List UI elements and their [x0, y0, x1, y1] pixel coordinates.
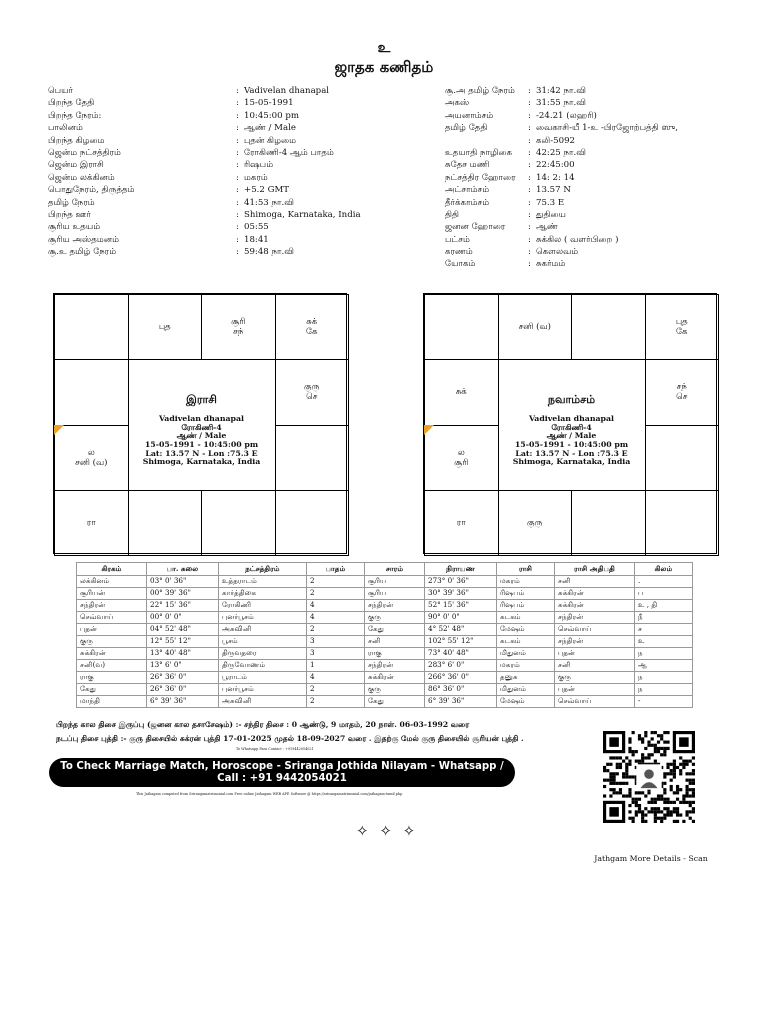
table-cell: சனி	[555, 576, 635, 588]
table-cell: 2	[307, 624, 365, 636]
chart-house-cell	[645, 490, 720, 556]
detail-row	[445, 110, 726, 122]
table-cell: திருவதரை	[219, 648, 307, 660]
detail-colon: :	[528, 259, 531, 270]
detail-colon: :	[528, 110, 531, 121]
chart-center-place: Shimoga, Karnataka, India	[142, 457, 261, 467]
detail-row	[48, 85, 434, 97]
detail-label: ஜனன ஹோரை	[445, 222, 506, 233]
detail-label: சூரிய அஸ்தமனம்	[48, 234, 120, 245]
table-cell: 4	[307, 612, 365, 624]
table-cell: கேது	[77, 684, 147, 696]
table-row	[77, 600, 693, 612]
detail-value: 13.57 N	[536, 185, 571, 196]
detail-colon: :	[236, 147, 239, 158]
chart-center-datetime: 15-05-1991 - 10:45:00 pm	[514, 440, 629, 450]
detail-label: தமிழ் தேதி	[445, 123, 488, 134]
detail-value: துதியை	[536, 209, 566, 220]
chart-house-cell: ல சூரி	[424, 425, 499, 491]
detail-value: 41:53 நா.வி	[244, 197, 295, 208]
qr-caption: Jathgam More Details - Scan	[594, 854, 708, 863]
detail-label: நட்சத்திர ஹோரை	[445, 172, 516, 183]
detail-colon: :	[528, 123, 531, 134]
table-cell: 22° 15' 36"	[147, 600, 219, 612]
detail-row	[48, 159, 434, 171]
contact-banner[interactable]: To Check Marriage Match, Horoscope - Sriranga Jothida Nilayam - Whatsapp / Call : +91 9442054021	[49, 758, 515, 787]
table-cell: 2	[307, 684, 365, 696]
detail-label	[445, 135, 528, 147]
table-cell: 266° 36' 0"	[425, 672, 497, 684]
chart-center-info	[498, 359, 646, 491]
table-cell: சுக்கிரன்	[77, 648, 147, 660]
table-cell: 00° 39' 36"	[147, 588, 219, 600]
detail-colon: :	[528, 185, 531, 196]
table-cell: கேது	[365, 696, 425, 708]
detail-row	[445, 209, 726, 221]
detail-row	[445, 97, 726, 109]
detail-value: 42:25 நா.வி	[536, 147, 587, 158]
detail-row	[445, 221, 726, 233]
table-cell: 00° 0' 0"	[147, 612, 219, 624]
chart-center-name: Vadivelan dhanapal	[158, 414, 245, 424]
detail-row	[445, 172, 726, 184]
table-row	[77, 624, 693, 636]
chart-house-cell	[128, 490, 203, 556]
table-cell: மாந்தி	[77, 696, 147, 708]
detail-value: ஆண்	[536, 222, 558, 233]
detail-value: 59:48 நா.வி	[244, 247, 295, 258]
chart-center-gender: ஆண் / Male	[176, 431, 227, 441]
chart-center-name: Vadivelan dhanapal	[528, 414, 615, 424]
chart-house-cell: குரு	[498, 490, 573, 556]
table-cell: 1	[307, 660, 365, 672]
column-header: நட்சத்திரம்	[219, 563, 307, 576]
detail-row	[445, 197, 726, 209]
chart-center-star: ரோகிணி-4	[181, 422, 222, 432]
detail-label: பிறந்த நேரம்:	[48, 110, 102, 121]
detail-label: பிறந்த ஊர்	[48, 209, 91, 220]
table-cell: 102° 55' 12"	[425, 636, 497, 648]
detail-label: பாலினம்	[48, 123, 83, 134]
detail-value: 15-05-1991	[244, 98, 294, 109]
table-cell: பூசம்	[219, 636, 307, 648]
table-cell: 2	[307, 576, 365, 588]
table-row	[77, 660, 693, 672]
detail-colon: :	[236, 98, 239, 109]
table-cell: மேஷம்	[497, 696, 555, 708]
table-cell: 52° 15' 36"	[425, 600, 497, 612]
chart-house-cell	[424, 294, 499, 360]
table-cell: சுக்கிரன்	[555, 600, 635, 612]
detail-row	[445, 85, 726, 97]
column-header: பாதம்	[307, 563, 365, 576]
detail-label: உதயாதி நாழிகை	[445, 147, 513, 158]
navamsa-chart	[423, 293, 717, 554]
detail-value: சுகர்மம்	[536, 259, 566, 270]
detail-row	[48, 110, 434, 122]
column-header: ராசி	[497, 563, 555, 576]
detail-row	[445, 122, 726, 134]
contact-fineprint: To Whatsapp Para Contact : +919442054021	[236, 747, 314, 751]
lagna-marker-icon	[54, 425, 64, 435]
detail-label: பெயர்	[48, 86, 73, 96]
detail-value: ஆண் / Male	[244, 123, 296, 134]
chart-house-cell: சூரி சந்	[201, 294, 276, 360]
chart-house-cell	[571, 294, 646, 360]
detail-colon: :	[236, 185, 239, 196]
detail-value: 75.3 E	[536, 197, 565, 208]
table-cell: சனி	[555, 660, 635, 672]
table-cell: 3	[307, 636, 365, 648]
table-cell: புதன்	[77, 624, 147, 636]
table-cell: 86° 36' 0"	[425, 684, 497, 696]
chart-center-star: ரோகிணி-4	[551, 422, 592, 432]
detail-label: அயனாம்சம்	[445, 110, 494, 121]
detail-row	[445, 159, 726, 171]
table-cell: அசுவினி	[219, 696, 307, 708]
chart-house-cell	[275, 490, 350, 556]
detail-label: பிறந்த கிழமை	[48, 135, 105, 146]
detail-label: பொதுநேரம், திருத்தம்	[48, 185, 135, 196]
column-header: நிராயண	[425, 563, 497, 576]
detail-row	[445, 184, 726, 196]
table-cell: 6° 39' 36"	[425, 696, 497, 708]
table-cell: சந்திரன்	[365, 600, 425, 612]
detail-row	[48, 97, 434, 109]
table-row	[77, 636, 693, 648]
detail-colon: :	[528, 209, 531, 220]
chart-house-cell	[201, 490, 276, 556]
table-cell: கடகம்	[497, 612, 555, 624]
table-cell: ந	[635, 672, 693, 684]
table-cell: அசுவினி	[219, 624, 307, 636]
table-cell: ரிஷபம்	[497, 588, 555, 600]
chart-house-cell	[54, 359, 129, 425]
detail-row	[48, 147, 434, 159]
column-header: பா. கலை	[147, 563, 219, 576]
detail-label: திதி	[445, 209, 460, 220]
detail-colon: :	[236, 247, 239, 258]
detail-row	[445, 135, 726, 147]
table-cell: செவ்வாய்	[555, 696, 635, 708]
chart-house-cell	[275, 425, 350, 491]
table-cell: சுக்கிரன்	[555, 588, 635, 600]
detail-value: 31:42 நா.வி	[536, 86, 587, 96]
detail-label: சூரிய உதயம்	[48, 222, 101, 233]
table-cell: 73° 40' 48"	[425, 648, 497, 660]
chart-house-cell: சுக்	[424, 359, 499, 425]
table-cell: ரிஷபம்	[497, 600, 555, 612]
chart-house-cell: புத கே	[645, 294, 720, 360]
table-cell: சூரிய	[365, 588, 425, 600]
rasi-chart	[53, 293, 347, 554]
table-header-row	[77, 563, 693, 576]
table-cell: 13° 6' 0"	[147, 660, 219, 672]
detail-label: பிறந்த தேதி	[48, 98, 95, 109]
detail-label: சூ.உ தமிழ் நேரம்	[48, 247, 117, 258]
table-cell: பூராடம்	[219, 672, 307, 684]
detail-row	[48, 234, 434, 246]
detail-label: ஜென்ம நட்சத்திரம்	[48, 147, 121, 158]
detail-value: 10:45:00 pm	[244, 110, 299, 121]
table-cell: குரு	[365, 684, 425, 696]
chart-house-cell: ரா	[424, 490, 499, 556]
table-row	[77, 648, 693, 660]
table-row	[77, 612, 693, 624]
detail-value: கலி-5092	[536, 135, 576, 146]
table-cell: 30° 39' 36"	[425, 588, 497, 600]
table-cell: 273° 0' 36"	[425, 576, 497, 588]
detail-colon: :	[236, 197, 239, 208]
detail-label: தீர்க்காம்சம்	[445, 197, 490, 208]
table-cell: 04° 52' 48"	[147, 624, 219, 636]
detail-colon: :	[528, 197, 531, 208]
table-cell: ந	[635, 684, 693, 696]
qr-code-icon[interactable]	[603, 731, 695, 823]
lagna-marker-icon	[424, 425, 434, 435]
om-symbol: உ	[377, 40, 391, 56]
table-cell: குரு	[555, 672, 635, 684]
table-cell: புனர்பூசம்	[219, 612, 307, 624]
table-cell: ச	[635, 624, 693, 636]
detail-value: -24.21 (லஹரி)	[536, 110, 597, 121]
table-cell: ராகு	[365, 648, 425, 660]
current-dasa-line: நடப்பு திசை புத்தி :- குரு திசையில் சுக்ரன் புத்தி 17-01-2025 முதல் 18-09-2027 வரை . இதற்கு மேல் குரு திசையில் சூரியன் புத்தி .	[56, 734, 524, 743]
column-header: சாரம்	[365, 563, 425, 576]
detail-colon: :	[528, 86, 531, 96]
detail-label: சூ.அ தமிழ் நேரம்	[445, 86, 515, 96]
detail-value: Vadivelan dhanapal	[244, 86, 330, 96]
chart-house-cell: சுக் கே	[275, 294, 350, 360]
detail-value: 05:55	[244, 222, 269, 233]
detail-value: 31:55 நா.வி	[536, 98, 587, 109]
table-cell: புனர்பூசம்	[219, 684, 307, 696]
detail-label: கரணம்	[445, 247, 473, 258]
table-cell: சனி(வ)	[77, 660, 147, 672]
page-title: ஜாதக கணிதம்	[334, 58, 434, 76]
chart-title: இராசி	[186, 393, 217, 407]
table-cell: 2	[307, 588, 365, 600]
chart-title: நவாம்சம்	[547, 393, 596, 407]
table-cell: சந்திரன்	[77, 600, 147, 612]
table-cell: சந்திரன்	[555, 636, 635, 648]
table-cell: திருவோணம்	[219, 660, 307, 672]
chart-house-cell	[54, 294, 129, 360]
dasa-balance-line: பிறந்த கால திசை இருப்பு (ஜனன கால தசாசேஷம்) :- சந்திர திசை : 0 ஆண்டு, 9 மாதம், 20 நாள். 06-03-1992 வரை	[56, 720, 470, 729]
table-cell: செவ்வாய்	[555, 624, 635, 636]
chart-center-info	[128, 359, 276, 491]
table-cell: ந	[635, 648, 693, 660]
table-cell: குரு	[77, 636, 147, 648]
table-cell: உத்தராடம்	[219, 576, 307, 588]
detail-row	[445, 147, 726, 159]
detail-value: மகரம்	[244, 172, 268, 183]
table-cell: 4	[307, 672, 365, 684]
chart-house-cell	[645, 425, 720, 491]
table-cell: 4° 52' 48"	[425, 624, 497, 636]
detail-colon: :	[528, 234, 531, 245]
detail-value: +5.2 GMT	[244, 185, 289, 196]
detail-label: அகஸ்	[445, 98, 470, 109]
table-row	[77, 576, 693, 588]
column-header: கிரகம்	[77, 563, 147, 576]
table-cell: -	[635, 696, 693, 708]
left-details-list	[48, 85, 434, 258]
chart-house-cell: குரு செ	[275, 359, 350, 425]
detail-label: அட்சாம்சம்	[445, 185, 490, 196]
chart-center-datetime: 15-05-1991 - 10:45:00 pm	[144, 440, 259, 450]
detail-row	[48, 209, 434, 221]
table-cell: சந்திரன்	[365, 660, 425, 672]
detail-colon: :	[528, 172, 531, 183]
detail-colon: :	[528, 247, 531, 258]
chart-center-gender: ஆண் / Male	[546, 431, 597, 441]
table-cell: சுக்கிரன்	[365, 672, 425, 684]
detail-row	[48, 122, 434, 134]
table-cell: 2	[307, 696, 365, 708]
detail-value: வைகாசி-யீ 1-உ -பிரஜோற்பத்தி ஸு,	[536, 123, 678, 134]
table-cell: மிதுனம்	[497, 648, 555, 660]
detail-colon: :	[236, 209, 239, 220]
detail-colon: :	[236, 222, 239, 233]
table-cell: கார்த்திகை	[219, 588, 307, 600]
table-row	[77, 588, 693, 600]
detail-label: யோகம்	[445, 259, 476, 270]
table-cell: குரு	[365, 612, 425, 624]
table-cell: 3	[307, 648, 365, 660]
table-cell: 26° 36' 0"	[147, 684, 219, 696]
detail-colon: :	[236, 172, 239, 183]
table-row	[77, 696, 693, 708]
detail-row	[445, 246, 726, 258]
table-cell: ஆ	[635, 660, 693, 672]
detail-row	[48, 172, 434, 184]
detail-colon: :	[528, 98, 531, 109]
detail-label: ஜென்ம லக்கினம்	[48, 172, 115, 183]
detail-label: தமிழ் நேரம்	[48, 197, 95, 208]
detail-value: 22:45:00	[536, 160, 575, 171]
table-cell: சூரிய	[365, 576, 425, 588]
chart-house-cell	[571, 490, 646, 556]
chart-center-latlon: Lat: 13.57 N - Lon :75.3 E	[515, 448, 628, 458]
detail-colon: :	[236, 123, 239, 134]
detail-label: சுதேச மணி	[445, 160, 490, 171]
detail-value: 18:41	[244, 234, 269, 245]
chart-house-cell: சனி (வ)	[498, 294, 573, 360]
table-row	[77, 672, 693, 684]
detail-row	[445, 234, 726, 246]
table-cell: 12° 55' 12"	[147, 636, 219, 648]
chart-house-cell: புத	[128, 294, 203, 360]
table-cell: 03° 0' 36"	[147, 576, 219, 588]
table-cell: தனுசு	[497, 672, 555, 684]
detail-value: புதன் கிழமை	[244, 135, 297, 146]
chart-center-latlon: Lat: 13.57 N - Lon :75.3 E	[145, 448, 258, 458]
detail-value: சுக்கில ( வளர்பிறை )	[536, 234, 619, 245]
detail-row	[48, 246, 434, 258]
table-cell: ரோகிணி	[219, 600, 307, 612]
detail-value: கௌலவம்	[536, 247, 579, 258]
table-cell: 4	[307, 600, 365, 612]
detail-colon: :	[528, 135, 531, 146]
table-cell: .	[635, 576, 693, 588]
table-cell: மேஷம்	[497, 624, 555, 636]
detail-value: Shimoga, Karnataka, India	[244, 209, 361, 220]
detail-value: 14: 2: 14	[536, 172, 575, 183]
right-details-list	[445, 85, 726, 271]
planet-position-table	[76, 562, 693, 708]
table-cell: சூரியன்	[77, 588, 147, 600]
chart-house-cell: ல சனி (வ)	[54, 425, 129, 491]
table-cell: மகரம்	[497, 576, 555, 588]
table-cell: புதன்	[555, 684, 635, 696]
table-cell: உ	[635, 636, 693, 648]
chart-house-cell: சந் செ	[645, 359, 720, 425]
table-cell: ராகு	[77, 672, 147, 684]
detail-row	[48, 221, 434, 233]
table-row	[77, 684, 693, 696]
table-cell: கேது	[365, 624, 425, 636]
table-cell: 26° 36' 0"	[147, 672, 219, 684]
detail-row	[445, 258, 726, 270]
table-cell: புதன்	[555, 648, 635, 660]
detail-colon: :	[528, 160, 531, 171]
table-cell: 283° 6' 0"	[425, 660, 497, 672]
table-cell: மகரம்	[497, 660, 555, 672]
table-cell: சந்திரன்	[555, 612, 635, 624]
column-header: ராசி அதிபதி	[555, 563, 635, 576]
chart-house-cell: ரா	[54, 490, 129, 556]
detail-row	[48, 184, 434, 196]
detail-colon: :	[236, 86, 239, 96]
table-cell: 90° 0' 0"	[425, 612, 497, 624]
detail-colon: :	[528, 222, 531, 233]
detail-value: ரிஷபம்	[244, 160, 274, 171]
detail-colon: :	[236, 234, 239, 245]
table-cell: கடகம்	[497, 636, 555, 648]
software-credit: This Jathagam computed from Srirangamatrimonial.com Free online Jathagam WEB APP. Software @ https://srirangamatrimonial.com/jathagam-tamil.php	[136, 792, 403, 796]
table-cell: ப	[635, 588, 693, 600]
detail-colon: :	[236, 160, 239, 171]
detail-colon: :	[528, 147, 531, 158]
table-cell: நீ	[635, 612, 693, 624]
detail-label: ஜென்ம இராசி	[48, 160, 104, 171]
detail-row	[48, 135, 434, 147]
detail-value: ரோகிணி-4 ஆம் பாதம்	[244, 147, 334, 158]
table-cell: லக்கினம்	[77, 576, 147, 588]
detail-label: பட்சம்	[445, 234, 470, 245]
detail-colon: :	[236, 110, 239, 121]
decorative-stars: ✧ ✧ ✧	[356, 822, 419, 840]
chart-center-place: Shimoga, Karnataka, India	[512, 457, 631, 467]
table-cell: உ , தி	[635, 600, 693, 612]
table-cell: சனி	[365, 636, 425, 648]
table-cell: 13° 40' 48"	[147, 648, 219, 660]
table-cell: 6° 39' 36"	[147, 696, 219, 708]
detail-colon: :	[236, 135, 239, 146]
table-cell: மிதுனம்	[497, 684, 555, 696]
column-header: கிலம்	[635, 563, 693, 576]
table-cell: செவ்வாய்	[77, 612, 147, 624]
detail-row	[48, 197, 434, 209]
